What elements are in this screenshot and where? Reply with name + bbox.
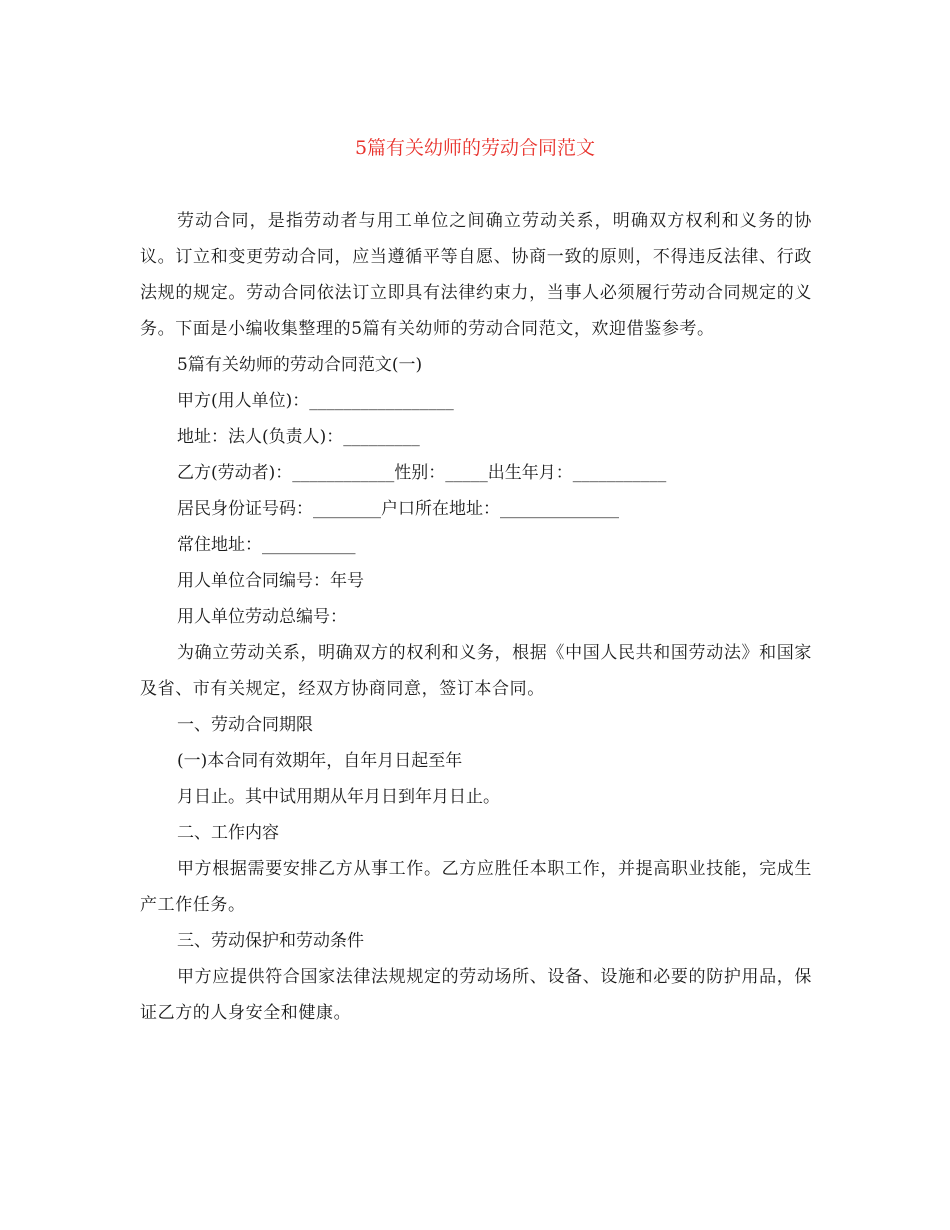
intro-paragraph: 劳动合同，是指劳动者与用工单位之间确立劳动关系，明确双方权利和义务的协议。订立和变更劳动合同，应当遵循平等自愿、协商一致的原则，不得违反法律、行政法规的规定。劳动合同依法订立即具有法律约束力，当事人必须履行劳动合同规定的义务。下面是小编收集整理的5篇有关幼师的劳动合同范文，欢迎借鉴参考。: [140, 211, 812, 339]
party-a-field: 甲方(用人单位)：_________________: [177, 391, 454, 411]
clause-heading-term: 一、劳动合同期限: [177, 715, 313, 735]
address-field: 地址：法人(负责人)：_________: [177, 427, 420, 447]
document-title: 5篇有关幼师的劳动合同范文: [354, 137, 596, 159]
party-b-field: 乙方(劳动者)：____________性别：_____出生年月：___________: [177, 463, 667, 483]
labor-number-field: 用人单位劳动总编号：: [177, 607, 347, 627]
contract-number-field: 用人单位合同编号：年号: [177, 571, 364, 591]
section-heading-contract-one: 5篇有关幼师的劳动合同范文(一): [177, 355, 423, 375]
purpose-paragraph: 为确立劳动关系，明确双方的权利和义务，根据《中国人民共和国劳动法》和国家及省、市有关规定，经双方协商同意，签订本合同。: [140, 643, 812, 699]
protection-paragraph: 甲方应提供符合国家法律法规规定的劳动场所、设备、设施和必要的防护用品，保证乙方的人身安全和健康。: [140, 967, 812, 1023]
clause-heading-work-content: 二、工作内容: [177, 823, 279, 843]
term-clause-line-1: (一)本合同有效期年，自年月日起至年: [177, 751, 463, 771]
document-body: [140, 203, 812, 1031]
residence-field: 常住地址：___________: [177, 535, 356, 555]
id-number-field: 居民身份证号码：________户口所在地址：______________: [177, 499, 619, 519]
term-clause-line-2: 月日止。其中试用期从年月日到年月日止。: [177, 787, 500, 807]
work-content-paragraph: 甲方根据需要安排乙方从事工作。乙方应胜任本职工作，并提高职业技能，完成生产工作任务。: [140, 859, 812, 915]
clause-heading-protection: 三、劳动保护和劳动条件: [177, 931, 364, 951]
